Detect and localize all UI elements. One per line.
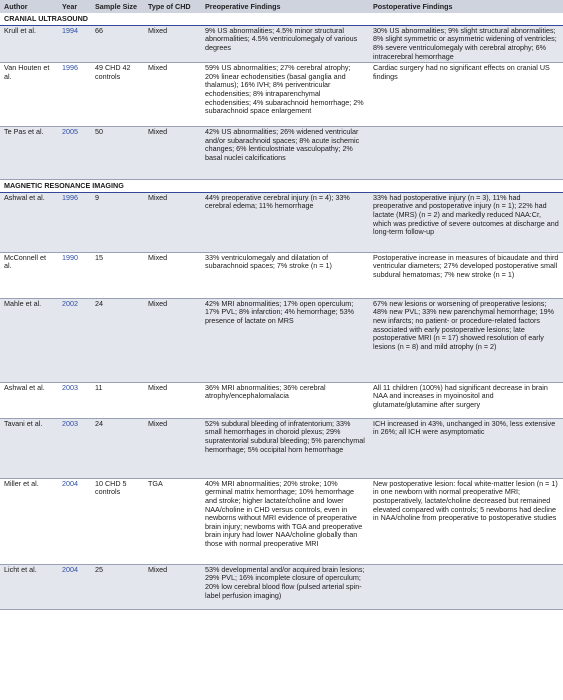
cell-sample-size: 11 xyxy=(91,382,144,418)
cell-sample-size: 50 xyxy=(91,127,144,180)
table-row xyxy=(0,252,563,298)
cell-author: Tavani et al. xyxy=(0,418,58,478)
cell-author: Licht et al. xyxy=(0,564,58,609)
table-row xyxy=(0,382,563,418)
header-author: Author xyxy=(0,0,58,13)
cell-author: Ashwal et al. xyxy=(0,192,58,252)
table-row xyxy=(0,127,563,180)
cell-year: 2003 xyxy=(58,382,91,418)
cell-sample-size: 24 xyxy=(91,298,144,382)
header-row xyxy=(0,0,563,13)
cell-author: Van Houten et al. xyxy=(0,63,58,127)
cell-author: Mahle et al. xyxy=(0,298,58,382)
cell-postoperative: All 11 children (100%) had significant decrease in brain NAA and increases in myoinositol and glutamate/glutamine after surgery xyxy=(369,382,563,418)
cell-author: Krull et al. xyxy=(0,25,58,62)
cell-year: 1996 xyxy=(58,192,91,252)
cell-postoperative: 67% new lesions or worsening of preoperative lesions; 48% new PVL; 33% new parenchymal hemorrhage; 19% new infarcts; no patient- or procedure-related factors associated with early postoperative lesions; late postoperative MRI (n = 17) showed resolution of early lesions (n = 8) and mild atrophy (n = 2) xyxy=(369,298,563,382)
cell-year: 1994 xyxy=(58,25,91,62)
cell-sample-size: 24 xyxy=(91,418,144,478)
cell-preoperative: 42% US abnormalities; 26% widened ventricular and/or subarachnoid spaces; 8% acute ischemic changes; 6% lenticulostriate vasculopathy; 2% basal nuclei calcifications xyxy=(201,127,369,180)
cell-preoperative: 59% US abnormalities; 27% cerebral atrophy; 20% linear echodensities (basal ganglia and thalamus); 16% IVH; 8% periventricular echodensities; 8% intraparenchymal echodensities; 4% subarachnoid hemorrhage; 2% subarachnoid space enlargement xyxy=(201,63,369,127)
cell-preoperative: 9% US abnormalities; 4.5% minor structural abnormalities; 4.5% ventriculomegaly of various degrees xyxy=(201,25,369,62)
cell-postoperative: Postoperative increase in measures of bicaudate and third ventricular diameters; 27% developed postoperative small subdural hematomas; 7% new stroke (n = 1) xyxy=(369,252,563,298)
table-row xyxy=(0,192,563,252)
cell-type: Mixed xyxy=(144,564,201,609)
cell-author: Te Pas et al. xyxy=(0,127,58,180)
cell-author: Miller et al. xyxy=(0,478,58,564)
cell-type: Mixed xyxy=(144,298,201,382)
header-preoperative-findings: Preoperative Findings xyxy=(201,0,369,13)
cell-year: 2004 xyxy=(58,478,91,564)
cell-type: Mixed xyxy=(144,252,201,298)
cell-postoperative: 30% US abnormalities; 9% slight structural abnormalities; 8% slight symmetric or asymmetric widening of ventricles; 8% severe ventriculomegaly with cerebral atrophy; 6% intracerebral hemorrhage xyxy=(369,25,563,62)
cell-postoperative: ICH increased in 43%, unchanged in 30%, less extensive in 26%; all ICH were asymptomatic xyxy=(369,418,563,478)
cell-year: 2004 xyxy=(58,564,91,609)
cell-postoperative: Cardiac surgery had no significant effects on cranial US findings xyxy=(369,63,563,127)
cell-postoperative: New postoperative lesion: focal white-matter lesion (n = 1) in one newborn with normal preoperative MRI; postoperatively, lactate/choline decreased but remained elevated compared with controls; 5 newborns had decline in NAA/choline from preoperative to postoperative studies xyxy=(369,478,563,564)
cell-year: 1990 xyxy=(58,252,91,298)
section-title: CRANIAL ULTRASOUND xyxy=(0,13,563,25)
cell-postoperative: 33% had postoperative injury (n = 3), 11% had preoperative and postoperative injury (n = 1); 22% had lactate (MRS) (n = 2) and markedly reduced NAA:Cr, which was predictive of severe outcomes at discharge and long-term follow-up xyxy=(369,192,563,252)
cell-preoperative: 52% subdural bleeding of infratentorium; 33% small hemorrhages in choroid plexus; 29% supratentorial subdural bleeding; 5% parenchymal hemorrhage; 5% occipital horn hemorrhage xyxy=(201,418,369,478)
cell-preoperative: 40% MRI abnormalities; 20% stroke; 10% germinal matrix hemorrhage; 10% hemorrhage and stroke; higher lactate/choline and lower NAA/choline in CHD versus controls, even in newborns without MRI evidence of preoperative brain injury; newborns with TGA and preoperative brain injury had lower NAA/choline globally than those with normal preoperative MRI xyxy=(201,478,369,564)
cell-sample-size: 66 xyxy=(91,25,144,62)
cell-sample-size: 9 xyxy=(91,192,144,252)
cell-preoperative: 42% MRI abnormalities; 17% open operculum; 17% PVL; 8% infarction; 4% hemorrhage; 53% presence of lactate on MRS xyxy=(201,298,369,382)
cell-preoperative: 36% MRI abnormalities; 36% cerebral atrophy/encephalomalacia xyxy=(201,382,369,418)
cell-preoperative: 53% developmental and/or acquired brain lesions; 29% PVL; 16% incomplete closure of operculum; 20% low cerebral blood flow (pulsed arterial spin-label perfusion imaging) xyxy=(201,564,369,609)
cell-author: Ashwal et al. xyxy=(0,382,58,418)
header-sample-size: Sample Size xyxy=(91,0,144,13)
cell-type: Mixed xyxy=(144,418,201,478)
table-row xyxy=(0,63,563,127)
section-title: MAGNETIC RESONANCE IMAGING xyxy=(0,180,563,193)
cell-sample-size: 25 xyxy=(91,564,144,609)
cell-type: Mixed xyxy=(144,382,201,418)
cell-type: Mixed xyxy=(144,127,201,180)
cell-year: 2005 xyxy=(58,127,91,180)
table-row xyxy=(0,25,563,62)
table-row xyxy=(0,298,563,382)
cell-year: 2003 xyxy=(58,418,91,478)
cell-sample-size: 15 xyxy=(91,252,144,298)
table-row xyxy=(0,418,563,478)
cell-preoperative: 33% ventriculomegaly and dilatation of subarachnoid spaces; 7% stroke (n = 1) xyxy=(201,252,369,298)
cell-sample-size: 10 CHD 5 controls xyxy=(91,478,144,564)
section-header xyxy=(0,13,563,25)
table-row xyxy=(0,478,563,564)
cell-sample-size: 49 CHD 42 controls xyxy=(91,63,144,127)
table-row xyxy=(0,564,563,609)
cell-year: 2002 xyxy=(58,298,91,382)
cell-postoperative xyxy=(369,127,563,180)
cell-author: McConnell et al. xyxy=(0,252,58,298)
header-postoperative-findings: Postoperative Findings xyxy=(369,0,563,13)
cell-preoperative: 44% preoperative cerebral injury (n = 4); 33% cerebral edema; 11% hemorrhage xyxy=(201,192,369,252)
cell-type: Mixed xyxy=(144,192,201,252)
section-header xyxy=(0,180,563,193)
cell-type: Mixed xyxy=(144,63,201,127)
cell-postoperative xyxy=(369,564,563,609)
cell-type: TGA xyxy=(144,478,201,564)
cell-year: 1996 xyxy=(58,63,91,127)
header-type-of-chd: Type of CHD xyxy=(144,0,201,13)
header-year: Year xyxy=(58,0,91,13)
cell-type: Mixed xyxy=(144,25,201,62)
